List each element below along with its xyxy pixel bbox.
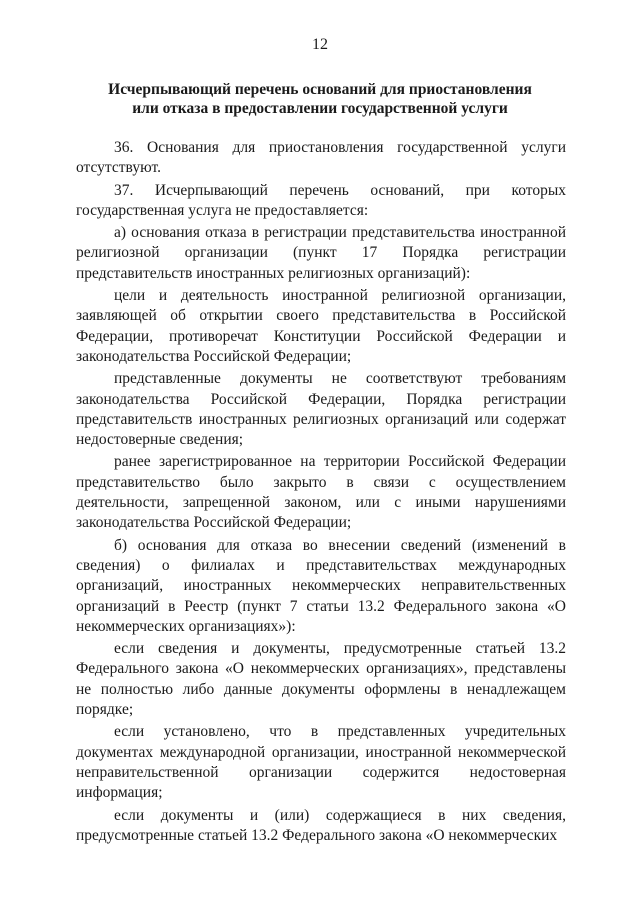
paragraph-37a-item-1: цели и деятельность иностранной религиозной организации, заявляющей об открытии своего представительства в Российской Федерации, противоречат Конституции Российской Федерации и законодательства Российской Федерации; bbox=[76, 287, 566, 365]
paragraph-37a-item-2: представленные документы не соответствуют требованиям законодательства Российской Федерации, Порядка регистрации представительств иностранных религиозных организаций или содержат недостоверные сведения; bbox=[76, 370, 566, 449]
section-title-line-1: Исчерпывающий перечень оснований для приостановления bbox=[108, 81, 532, 98]
section-title-line-2: или отказа в предоставлении государственной услуги bbox=[132, 100, 508, 117]
paragraph-37b-item-3: если документы и (или) содержащиеся в них сведения, предусмотренные статьей 13.2 Федерального закона «О некоммерческих bbox=[76, 806, 566, 844]
paragraph-37b: б) основания для отказа во внесении сведений (изменений в сведения) о филиалах и представительствах международных организаций, иностранных некоммерческих неправительственных организаций в Реестр (пункт 7 статьи 13.2 Федерального закона «О некоммерческих организациях»): bbox=[76, 536, 566, 635]
section-title bbox=[60, 80, 580, 118]
page-number: 12 bbox=[312, 36, 328, 53]
paragraph-37b-item-1: если сведения и документы, предусмотренные статьей 13.2 Федерального закона «О некоммерческих организациях», представлены не полностью либо данные документы оформлены в ненадлежащем порядке; bbox=[76, 640, 566, 719]
paragraph-36: 36. Основания для приостановления государственной услуги отсутствуют. bbox=[76, 139, 566, 177]
paragraph-37b-item-2: если установлено, что в представленных учредительных документах международной организации, иностранной некоммерческой неправительственной организации содержится недостоверная информация; bbox=[76, 723, 566, 802]
paragraph-37: 37. Исчерпывающий перечень оснований, при которых государственная услуга не предоставляется: bbox=[76, 181, 566, 219]
paragraph-37a-item-3: ранее зарегистрированное на территории Российской Федерации представительство было закрыто в связи с осуществлением деятельности, запрещенной законом, или с иными нарушениями законодательства Российской Федерации; bbox=[76, 453, 566, 532]
document-body bbox=[76, 138, 566, 846]
paragraph-37a: а) основания отказа в регистрации представительства иностранной религиозной организации (пункт 17 Порядка регистрации представительств иностранных религиозных организаций): bbox=[76, 224, 566, 282]
